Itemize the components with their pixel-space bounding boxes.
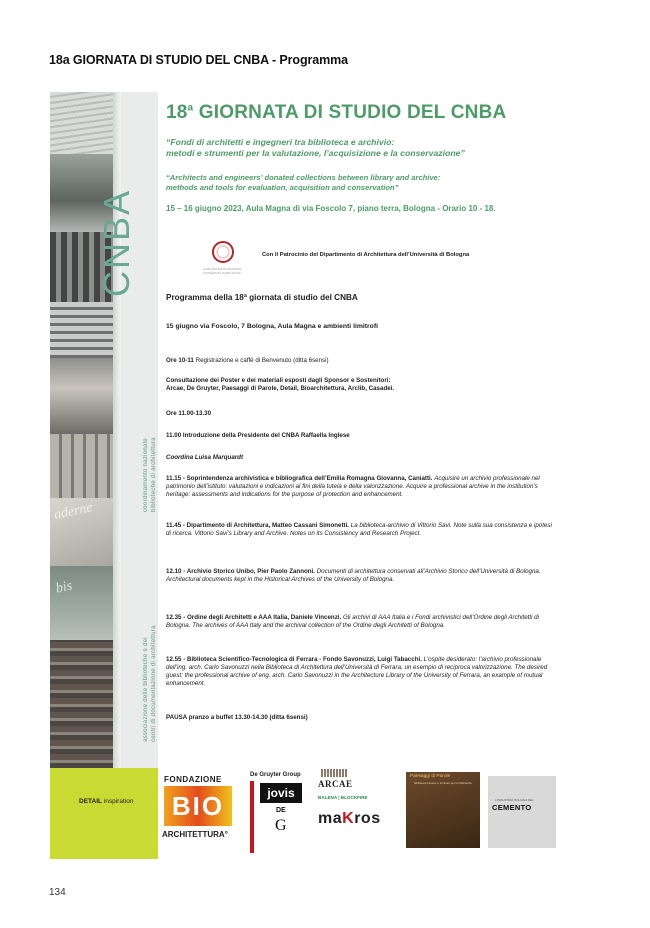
detail-logo-box [50, 768, 158, 859]
chair: Coordina Luisa Marquardt [166, 454, 244, 461]
talk-item: 12.55 - Biblioteca Scientifico-Tecnologica di Ferrara - Fondo Savonuzzi, Luigi Tabacchi. L’ospite desiderato: l’archivio professionale dell’ing. arch. Carlo Savonuzzi nella Biblioteca di Architettura dell’Università di Ferrara, un esempio di reciproca valorizzazione. The desired guest: the professional archive of eng. arch. Carlo Savonuzzi in the Architecture Library of the University of Ferrara, an example of mutual enhancement. [166, 656, 548, 687]
sidebar-word: aderne [52, 500, 94, 523]
assoc-line: biblioteche di architettura [151, 437, 157, 512]
lunch-break: PAUSA pranzo a buffet 13.30-14.30 (ditta 6sensi) [166, 714, 308, 721]
degruyter-label: De Gruyter Group [250, 772, 301, 778]
assoc-line: associazione delle biblioteche e dei [143, 637, 149, 742]
arcae-icon [321, 769, 347, 777]
degruyter-g: G [275, 817, 287, 834]
degruyter-bar [250, 781, 254, 853]
degruyter-de: DE [276, 807, 286, 814]
cemento-caption: L'INDUSTRIA ITALIANA DEL [495, 798, 534, 802]
cnba-logo: CNBA [96, 188, 137, 297]
page-number: 134 [49, 887, 66, 898]
detail-logo: DETAIL inspiration [79, 798, 134, 805]
subtitle-english: “Architects and engineers’ donated collections between library and archive: methods and tools for evaluation, acquisition and conservation” [166, 173, 441, 192]
cemento-title: CEMENTO [492, 803, 532, 812]
sidebar-photo [50, 302, 114, 359]
poster-sidebar [50, 92, 158, 859]
programme-venue: 15 giugno via Foscolo, 7 Bologna, Aula Magna e ambienti limitrofi [166, 323, 378, 330]
arcae-logo: ARCAE [318, 779, 353, 789]
subtitle-italian: “Fondi di architetti e ingegneri tra biblioteca e archivio: metodi e strumenti per la valutazione, l’acquisizione e la conservazione” [166, 137, 465, 158]
sidebar-photo [50, 358, 114, 435]
event-poster [50, 92, 557, 859]
posters-line: Consultazione dei Poster e dei materiali esposti dagli Sponsor e Sostenitori: Arcae, De Gruyter, Paesaggi di Parole, Detail, Bioarchitettura, Arclib, Casadei. [166, 377, 395, 392]
assoc-caption [142, 437, 158, 512]
sponsor-logos [158, 767, 557, 859]
sidebar-photo [50, 434, 114, 499]
assoc-caption [142, 625, 158, 742]
talk-item: 12.10 - Archivio Storico Unibo, Pier Paolo Zannoni. Documenti di architettura conservati all’Archivio Storico dell’Università di Bologna. Architectural documents kept in the Historical Archives of the University of Bologna. [166, 568, 541, 583]
patronage-line: Con il Patrocinio del Dipartimento di Architettura dell’Università di Bologna [262, 252, 470, 258]
makros-logo: maKros [318, 810, 381, 827]
page-heading: 18a GIORNATA DI STUDIO DEL CNBA - Programma [49, 53, 348, 67]
paesaggi-title: Paesaggi di Parole [410, 774, 451, 779]
poster-title: 18$^a$ GIORNATA DI STUDIO DEL CNBA [166, 102, 507, 123]
assoc-line: coordinamento nazionale [143, 438, 149, 512]
talk-item: 12.35 - Ordine degli Architetti e AAA Italia, Daniele Vincenzi. Gli archivi di AAA Italia e i Fondi archivistici dell’Ordine degli Architetti di Bologna. The archives of AAA Italy and the archival collection of the Ordine degli Architetti of Bologna. [166, 614, 539, 629]
talk-item: 11.15 - Soprintendenza archivistica e bibliografica dell’Emilia Romagna Giovanna, Caniatti. Acquisire un archivio professionale nel patrimonio dell’istituto: valutazioni e indicazioni ai fini della tutela e della valorizzazione. Acquire a professional archive in the institution’s heritage: assessments and indications for the purpose of protection and enhancement. [166, 475, 540, 498]
introduction: 11.00 Introduzione della Presidente del CNBA Raffaella Inglese [166, 432, 350, 439]
sidebar-word: bis [54, 578, 74, 597]
paesaggi-subtitle: biblioteca d'autore e forniture per le biblioteche [414, 781, 472, 785]
registration: Ore 10-11 Registrazione e caffè di Benvenuto (ditta 6sensi) [166, 357, 329, 364]
cemento-logo [488, 776, 556, 848]
sidebar-photo [50, 566, 114, 641]
balena-logo: BALENA | BLOCKFIRE [318, 795, 368, 800]
sidebar-photo [50, 92, 114, 155]
seal-caption: ALMA MATER STUDIORUM UNIVERSITÀ DI BOLOGNA [202, 267, 242, 275]
event-dates: 15 – 16 giugno 2023, Aula Magna di via Foscolo 7, piano terra, Bologna - Orario 10 - 18. [166, 204, 496, 213]
sidebar-photo-bookshelf [50, 640, 114, 769]
assoc-line: centri di documentazione di architettura [151, 625, 157, 742]
programme-title: Programma della 18ª giornata di studio del CNBA [166, 293, 358, 302]
university-seal-icon [212, 241, 234, 263]
fondazione-bio-logo: FONDAZIONE BIO ARCHITETTURA° [160, 775, 238, 845]
session-time: Ore 11.00-13.30 [166, 410, 212, 417]
jovis-logo: jovis [260, 783, 302, 803]
talk-item: 11.45 - Dipartimento di Architettura, Matteo Cassani Simonetti. La biblioteca-archivio di Vittorio Savi. Note sulla sua consistenza e ipotesi di ricerca. Vittorio Savi’s Library and Archive. Notes on its Consistency and Research Project. [166, 522, 552, 537]
